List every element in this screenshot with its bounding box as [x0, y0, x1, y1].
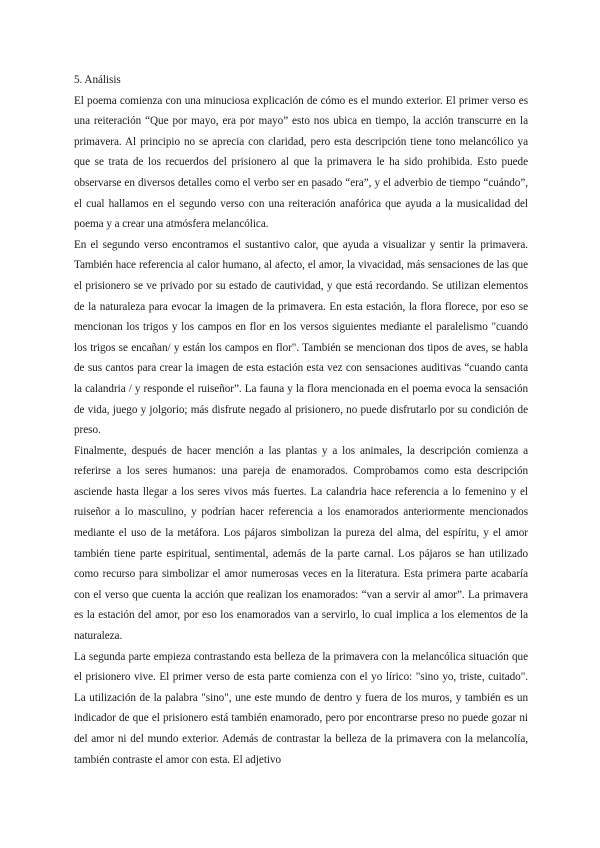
section-heading: 5. Análisis: [74, 74, 121, 86]
paragraph-2: En el segundo verso encontramos el sustantivo calor, que ayuda a visualizar y sentir la primavera. También hace referencia al calor humano, al afecto, el amor, la vivacidad, más sensaciones de las que el prisionero se ve privado por su estado de cautividad, y que está recordando. Se utilizan elementos de la naturaleza para evocar la imagen de la primavera. En esta estación, la flora florece, por eso se mencionan los trigos y los campos en flor en los versos siguientes mediante el paralelismo "cuando los trigos se encañan/ y están los campos en flor". También se mencionan dos tipos de aves, se habla de sus cantos para crear la imagen de esta estación esta vez con sensaciones auditivas “cuando canta la calandria / y responde el ruiseñor”. La fauna y la flora mencionada en el poema evoca la sensación de vida, juego y jolgorio; más disfrute negado al prisionero, no puede disfrutarlo por su condición de preso.: [74, 238, 528, 437]
paragraph-1: El poema comienza con una minuciosa explicación de cómo es el mundo exterior. El primer verso es una reiteración “Que por mayo, era por mayo” esto nos ubica en tiempo, la acción transcurre en la primavera. Al principio no se aprecia con claridad, pero esta descripción tiene tono melancólico ya que se trata de los recuerdos del prisionero al que la primavera le ha sido prohibida. Esto puede observarse en diversos detalles como el verbo ser en pasado “era”, y el adverbio de tiempo “cuándo”, el cual hallamos en el segundo verso con una reiteración anafórica que ayuda a la musicalidad del poema y a crear una atmósfera melancólica.: [74, 94, 528, 231]
paragraph-4: La segunda parte empieza contrastando esta belleza de la primavera con la melancólica situación que el prisionero vive. El primer verso de esta parte comienza con el yo lírico: "sino yo, triste, cuitado". La utilización de la palabra "sino", une este mundo de dentro y fuera de los muros, y también es un indicador de que el prisionero está también enamorado, pero por encontrarse preso no puede gozar ni del amor ni del mundo exterior. Además de contrastar la belleza de la primavera con la melancolía, también contraste el amor con esta. El adjetivo: [74, 650, 528, 766]
document-body: [74, 70, 528, 770]
paragraph-3: Finalmente, después de hacer mención a las plantas y a los animales, la descripción comienza a referirse a los seres humanos: una pareja de enamorados. Comprobamos como esta descripción asciende hasta llegar a los seres vivos más fuertes. La calandria hace referencia a lo femenino y el ruiseñor a lo masculino, y podrían hacer referencia a los enamorados anteriormente mencionados mediante el uso de la metáfora. Los pájaros simbolizan la pureza del alma, del espíritu, y el amor también tiene parte espiritual, sentimental, además de la parte carnal. Los pájaros se han utilizado como recurso para simbolizar el amor numerosas veces en la literatura. Esta primera parte acabaría con el verso que cuenta la acción que realizan los enamorados: “van a servir al amor”. La primavera es la estación del amor, por eso los enamorados van a servirlo, lo cual implica a los elementos de la naturaleza.: [74, 444, 528, 643]
